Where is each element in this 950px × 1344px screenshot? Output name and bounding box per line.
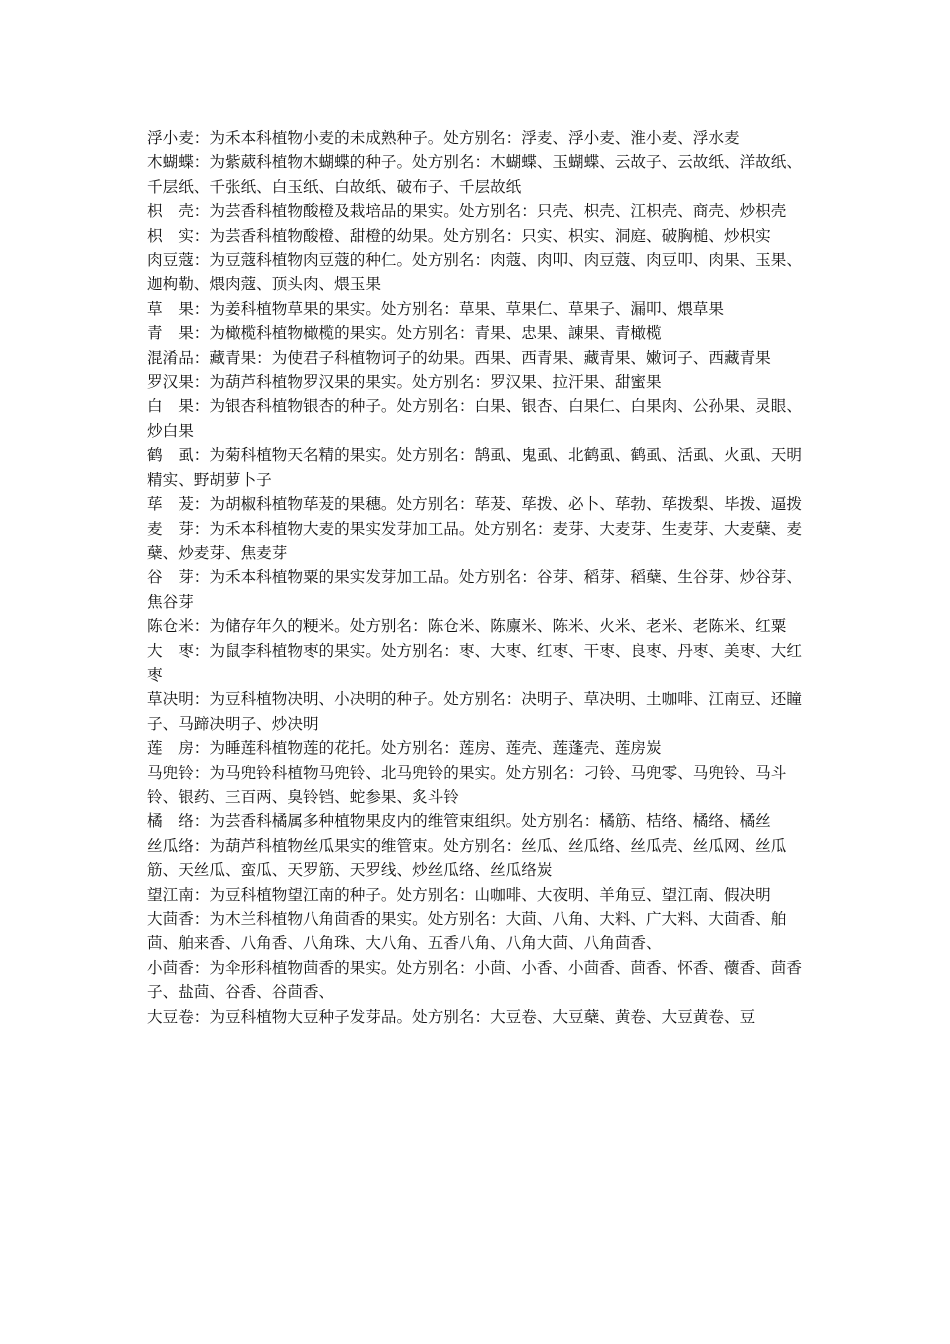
entry-sigualuo: 丝瓜络：为葫芦科植物丝瓜果实的维管束。处方别名：丝瓜、丝瓜络、丝瓜壳、丝瓜网、丝瓜筋、天丝瓜、蛮瓜、天罗筋、天罗线、炒丝瓜络、丝瓜络炭 <box>147 836 787 880</box>
entry-juluo: 橘 络：为芸香科橘属多种植物果皮内的维管束组织。处方别名：橘筋、桔络、橘络、橘丝 <box>147 812 771 831</box>
document-body <box>147 126 815 1029</box>
entry-maiya: 麦 芽：为禾本科植物大麦的果实发芽加工品。处方别名：麦芽、大麦芽、生麦芽、大麦蘖、麦蘖、炒麦芽、焦麦芽 <box>147 519 802 562</box>
entry-zhishi: 枳 实：为芸香科植物酸橙、甜橙的幼果。处方别名：只实、枳实、洞庭、破胸槌、炒枳实 <box>147 226 771 245</box>
entry-chencangmi: 陈仓米：为储存年久的粳米。处方别名：陈仓米、陈廪米、陈米、火米、老米、老陈米、红粟 <box>147 617 787 636</box>
entry-baiguo: 白 果：为银杏科植物银杏的种子。处方别名：白果、银杏、白果仁、白果肉、公孙果、灵眼、炒白果 <box>147 397 802 440</box>
entry-wangjiangnan: 望江南：为豆科植物望江南的种子。处方别名：山咖啡、大夜明、羊角豆、望江南、假决明 <box>147 885 771 904</box>
entry-roudoukou: 肉豆蔻：为豆蔻科植物肉豆蔻的种仁。处方别名：肉蔻、肉叩、肉豆蔻、肉豆叩、肉果、玉果、迦枸勒、煨肉蔻、顶头肉、煨玉果 <box>147 251 802 294</box>
entry-muhudie: 木蝴蝶：为紫葳科植物木蝴蝶的种子。处方别名：木蝴蝶、玉蝴蝶、云故子、云故纸、洋故纸、千层纸、千张纸、白玉纸、白故纸、破布子、千层故纸 <box>147 153 802 196</box>
entry-zhiqiao: 枳 壳：为芸香科植物酸橙及栽培品的果实。处方别名：只壳、枳壳、江枳壳、商壳、炒枳壳 <box>147 202 787 221</box>
entry-dazao: 大 枣：为鼠李科植物枣的果实。处方别名：枣、大枣、红枣、干枣、良枣、丹枣、美枣、大红枣 <box>147 641 802 684</box>
entry-caojueming: 草决明：为豆科植物决明、小决明的种子。处方别名：决明子、草决明、土咖啡、江南豆、还瞳子、马蹄决明子、炒决明 <box>147 690 802 733</box>
entry-dadoujuan: 大豆卷：为豆科植物大豆种子发芽品。处方别名：大豆卷、大豆蘖、黄卷、大豆黄卷、豆 <box>147 1007 756 1026</box>
entry-zangqingguo: 混淆品：藏青果：为使君子科植物诃子的幼果。西果、西青果、藏青果、嫩诃子、西藏青果 <box>147 348 771 367</box>
entry-qingguo: 青 果：为橄榄科植物橄榄的果实。处方别名：青果、忠果、諌果、青橄榄 <box>147 324 662 343</box>
entry-fuxiaomai: 浮小麦：为禾本科植物小麦的未成熟种子。处方别名：浮麦、浮小麦、淮小麦、浮水麦 <box>147 129 740 147</box>
entry-heshi: 鹤 虱：为菊科植物天名精的果实。处方别名：鹄虱、鬼虱、北鹤虱、鹤虱、活虱、火虱、天明精实、野胡萝卜子 <box>147 446 802 489</box>
entry-dahuixiang: 大茴香：为木兰科植物八角茴香的果实。处方别名：大茴、八角、大料、广大料、大茴香、舶茴、舶来香、八角香、八角珠、大八角、五香八角、八角大茴、八角茴香、 <box>147 910 787 953</box>
entry-xiaohuixiang: 小茴香：为伞形科植物茴香的果实。处方别名：小茴、小香、小茴香、茴香、怀香、蘹香、茴香子、盐茴、谷香、谷茴香、 <box>147 958 802 1002</box>
entry-bibo: 荜 茇：为胡椒科植物荜茇的果穗。处方别名：荜茇、荜拨、必卜、荜勃、荜拨梨、毕拨、逼拨 <box>147 495 802 514</box>
entry-lianfang: 莲 房：为睡莲科植物莲的花托。处方别名：莲房、莲壳、莲蓬壳、莲房炭 <box>147 739 662 758</box>
entry-caoguo: 草 果：为姜科植物草果的果实。处方别名：草果、草果仁、草果子、漏叩、煨草果 <box>147 299 724 318</box>
entry-luohanguo: 罗汉果：为葫芦科植物罗汉果的果实。处方别名：罗汉果、拉汗果、甜蜜果 <box>147 373 662 392</box>
entry-madouling: 马兜铃：为马兜铃科植物马兜铃、北马兜铃的果实。处方别名：刁铃、马兜零、马兜铃、马斗铃、银药、三百两、臭铃铛、蛇参果、炙斗铃 <box>147 763 787 806</box>
entry-guya: 谷 芽：为禾本科植物粟的果实发芽加工品。处方别名：谷芽、稻芽、稻蘖、生谷芽、炒谷芽、焦谷芽 <box>147 568 802 611</box>
